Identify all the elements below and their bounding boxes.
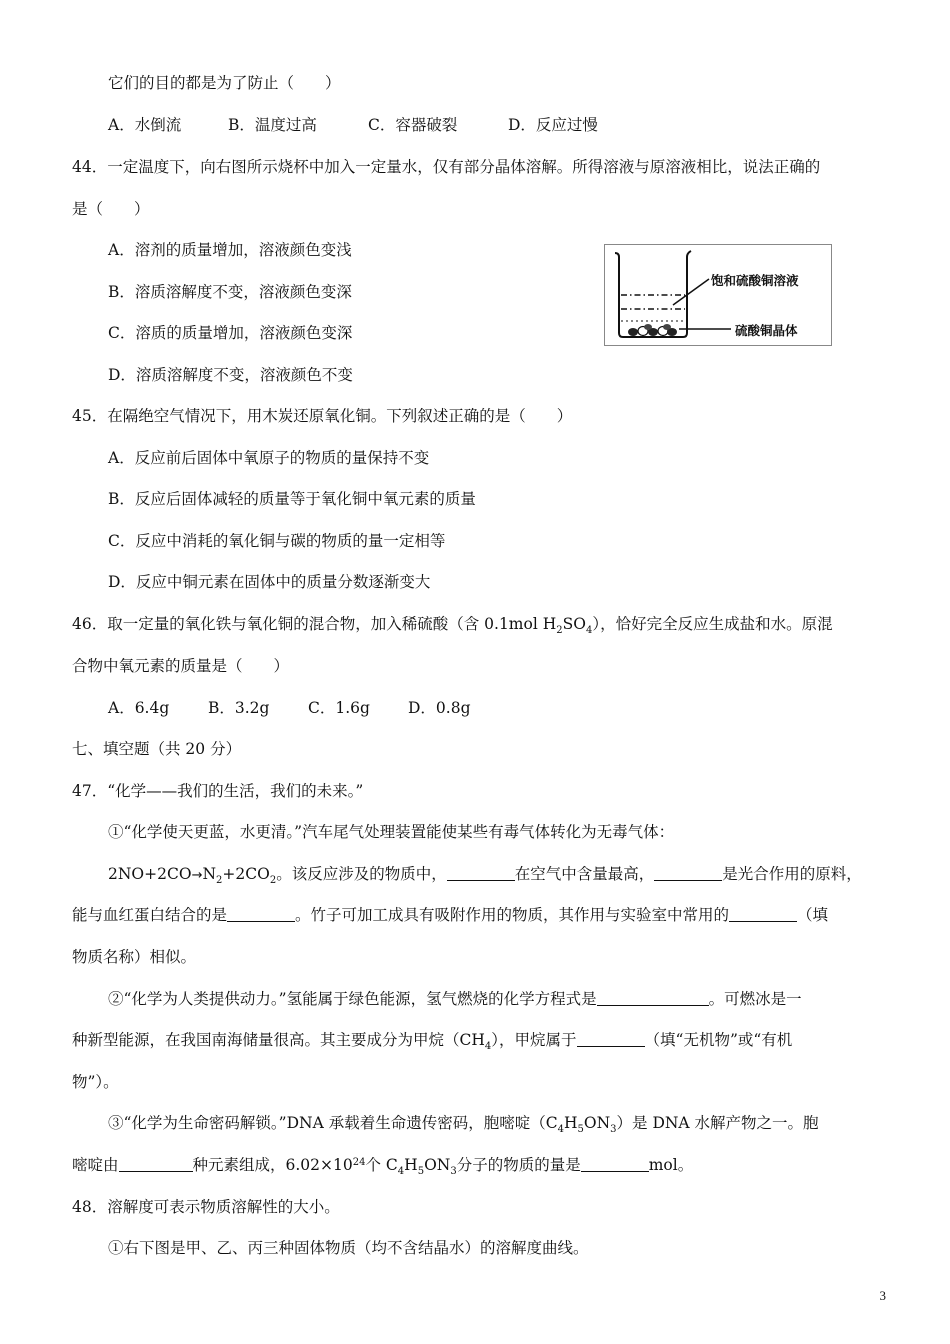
q44-option-d: D．溶质溶解度不变，溶液颜色不变 xyxy=(108,366,353,384)
beaker-figure xyxy=(604,244,832,346)
q46-stem-b: SO xyxy=(562,615,586,633)
q47-p1-intro: ①“化学使天更蓝，水更清。”汽车尾气处理装置能使某些有毒气体转化为无毒气体： xyxy=(108,823,675,841)
q43-options xyxy=(108,114,598,136)
q47-p2-b: 。可燃冰是一 xyxy=(708,990,802,1008)
q47-p2-a: ②“化学为人类提供动力。”氢能属于绿色能源，氢气燃烧的化学方程式是 xyxy=(108,990,597,1008)
q44-stem-line1: 44．一定温度下，向右图所示烧杯中加入一定量水，仅有部分晶体溶解。所得溶液与原溶液相比，说法正确的 xyxy=(72,158,821,176)
q47-p3-m1: H xyxy=(563,1114,578,1132)
q47-line3-c: （填 xyxy=(797,906,829,924)
q46-stem-a: 46．取一定量的氧化铁与氧化铜的混合物，加入稀硫酸（含 0.1mol H xyxy=(72,615,557,633)
q47-p3-s2: 5 xyxy=(577,1124,584,1135)
q47-text-a: 。该反应涉及的物质中， xyxy=(276,865,447,883)
blank-photosynthesis-raw[interactable] xyxy=(654,865,722,881)
q47-p2-line1 xyxy=(108,988,802,1010)
q45-option-c: C．反应中消耗的氧化铜与碳的物质的量一定相等 xyxy=(108,532,446,550)
q47-p3-line2-d: 分子的物质的量是 xyxy=(456,1156,581,1174)
beaker-outline xyxy=(615,251,691,337)
q46-option-d: D．0.8g xyxy=(408,699,471,717)
q45-option-d: D．反应中铜元素在固体中的质量分数逐渐变大 xyxy=(108,573,431,591)
q47-p3-line2-c: 个 C xyxy=(365,1156,398,1174)
q47-p3-tm2: ON xyxy=(424,1156,451,1174)
q43-option-d: D．反应过慢 xyxy=(508,116,598,134)
blank-hemoglobin[interactable] xyxy=(227,906,295,922)
q46-sub-2: 4 xyxy=(585,625,593,636)
q44-stem-line2: 是（ ） xyxy=(72,200,150,218)
q47-p3-line2-b: 种元素组成，6.02×10 xyxy=(192,1156,353,1174)
q46-stem-c: ），恰好完全反应生成盐和水。原混 xyxy=(592,615,833,633)
blank-methane-class[interactable] xyxy=(577,1031,645,1047)
q46-option-a: A．6.4g xyxy=(108,699,170,717)
q47-p2-line2-b: ），甲烷属于 xyxy=(491,1031,577,1049)
q47-p2-line3: 物”）。 xyxy=(72,1073,119,1091)
q47-eq-b: N xyxy=(202,865,217,883)
q44-option-a: A．溶剂的质量增加，溶液颜色变浅 xyxy=(108,241,352,259)
q47-title: 47．“化学——我们的生活，我们的未来。” xyxy=(72,782,364,800)
label-saturated-solution: 饱和硫酸铜溶液 xyxy=(711,273,799,288)
q47-eq-c: +2CO xyxy=(222,865,270,883)
q46-sub-1: 2 xyxy=(556,625,563,636)
q47-p3-s3: 3 xyxy=(610,1124,617,1135)
q47-p3-a: ③“化学为生命密码解锁。”DNA 承载着生命遗传密码，胞嘧啶（C xyxy=(108,1114,558,1132)
q43-option-c: C．容器破裂 xyxy=(368,116,458,134)
q47-p3-m2: ON xyxy=(583,1114,611,1132)
q47-text-b: 在空气中含量最高， xyxy=(514,865,655,883)
blank-element-count[interactable] xyxy=(119,1156,193,1172)
q47-ch4-sub: 4 xyxy=(484,1041,492,1052)
q46-option-b: B．3.2g xyxy=(208,699,270,717)
q47-p3-t1: 4 xyxy=(397,1166,405,1177)
q45-stem: 45．在隔绝空气情况下，用木炭还原氧化铜。下列叙述正确的是（ ） xyxy=(72,407,573,425)
q45-option-a: A．反应前后固体中氧原子的物质的量保持不变 xyxy=(108,449,430,467)
q44-option-c: C．溶质的质量增加，溶液颜色变深 xyxy=(108,324,353,342)
q46-options xyxy=(108,697,471,719)
q47-p3-b: ）是 DNA 水解产物之一。胞 xyxy=(616,1114,819,1132)
crystal-pile xyxy=(628,324,677,336)
q47-p3-line1 xyxy=(108,1112,819,1134)
q47-p1-line4: 物质名称）相似。 xyxy=(72,948,197,966)
q48-p1: ①右下图是甲、乙、丙三种固体物质（均不含结晶水）的溶解度曲线。 xyxy=(108,1239,589,1257)
q47-line3-a: 能与血红蛋白结合的是 xyxy=(72,906,228,924)
q45-option-b: B．反应后固体减轻的质量等于氧化铜中氧元素的质量 xyxy=(108,490,476,508)
blank-mole-amount[interactable] xyxy=(581,1156,649,1172)
blank-hydrogen-equation[interactable] xyxy=(597,990,709,1006)
q47-p2-line2-c: （填“无机物”或“有机 xyxy=(644,1031,793,1049)
reaction-arrow-icon: → xyxy=(191,868,203,883)
q47-line3-b: 。竹子可加工成具有吸附作用的物质，其作用与实验室中常用的 xyxy=(295,906,730,924)
q47-p1-line2 xyxy=(108,863,862,887)
q43-option-a: A．水倒流 xyxy=(108,116,182,134)
q44-option-b: B．溶质溶解度不变，溶液颜色变深 xyxy=(108,283,352,301)
q47-p3-s1: 4 xyxy=(557,1124,564,1135)
q47-p3-line2-a: 嘧啶由 xyxy=(72,1156,119,1174)
page-number: 3 xyxy=(879,1288,886,1303)
blank-adsorbent[interactable] xyxy=(729,906,797,922)
blank-most-abundant-gas[interactable] xyxy=(447,865,515,881)
q46-stem-line1 xyxy=(72,613,833,635)
q47-p1-line3 xyxy=(72,904,828,926)
q43-stem: 它们的目的都是为了防止（ ） xyxy=(108,74,341,92)
q47-p3-tm1: H xyxy=(404,1156,418,1174)
q47-p2-line2 xyxy=(72,1029,792,1051)
q47-text-c: 是光合作用的原料， xyxy=(722,865,862,883)
q46-option-c: C．1.6g xyxy=(308,699,370,717)
q47-p3-t2: 5 xyxy=(417,1166,425,1177)
label-crystal: 硫酸铜晶体 xyxy=(735,323,798,338)
q47-p3-t3: 3 xyxy=(450,1166,457,1177)
q43-option-b: B．温度过高 xyxy=(228,116,317,134)
q47-eq-a: 2NO+2CO xyxy=(108,865,192,883)
q47-p3-line2-e: mol。 xyxy=(648,1156,694,1174)
solution-pointer-line xyxy=(673,279,709,305)
q47-eq-sub1: 2 xyxy=(216,875,223,886)
q46-stem-line2: 合物中氧元素的质量是（ ） xyxy=(72,657,290,675)
q48-title: 48．溶解度可表示物质溶解性的大小。 xyxy=(72,1198,340,1216)
q47-eq-sub2: 2 xyxy=(269,875,277,886)
q47-p3-line2 xyxy=(72,1154,693,1176)
q47-p2-line2-a: 种新型能源，在我国南海储量很高。其主要成分为甲烷（CH xyxy=(72,1031,485,1049)
q47-p3-exp: 24 xyxy=(352,1157,366,1168)
section-title: 七、填空题（共 20 分） xyxy=(72,740,242,758)
